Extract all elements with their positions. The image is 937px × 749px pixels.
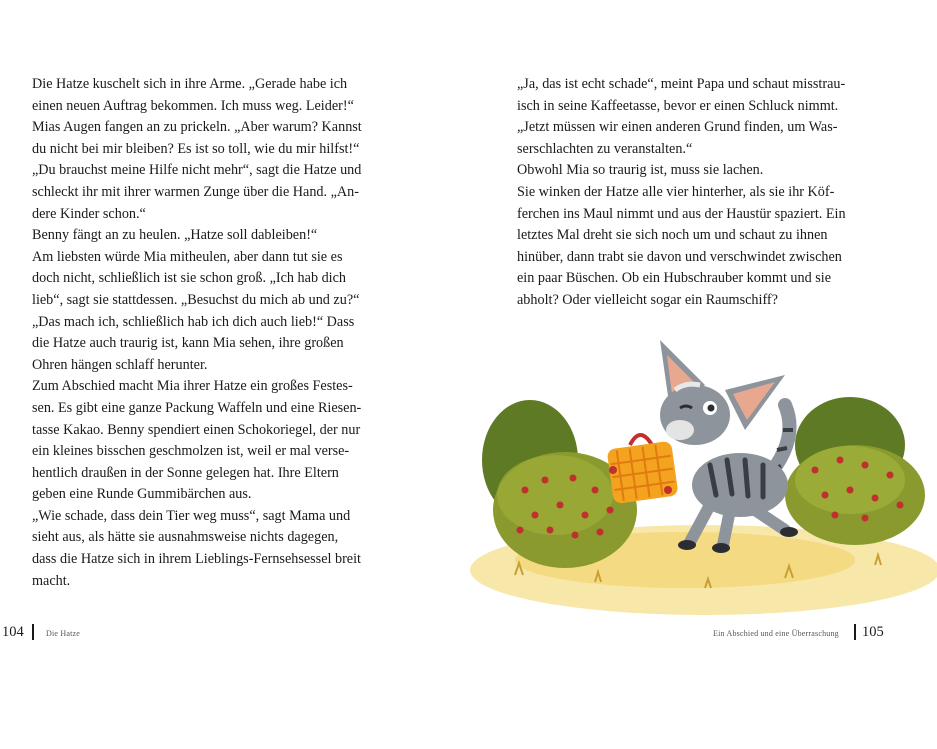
text-line: Die Hatze kuschelt sich in ihre Arme. „Gerade habe ich bbox=[32, 76, 348, 92]
text-line: die Hatze auch traurig ist, kann Mia sehen, ihre großen bbox=[32, 335, 344, 352]
page-number-right: 105 bbox=[862, 624, 884, 640]
left-page-text bbox=[32, 74, 370, 592]
text-line: sieht aus, als hätte sie ausnahmsweise nichts dagegen, bbox=[32, 529, 339, 546]
text-line: „Jetzt müssen wir einen anderen Grund finden, um Was- bbox=[517, 119, 838, 136]
text-line: macht. bbox=[32, 572, 71, 589]
text-line: ferchen ins Maul nimmt und aus der Haustür spaziert. Ein bbox=[517, 205, 846, 222]
text-line: „Wie schade, dass dein Tier weg muss“, sagt Mama und bbox=[32, 507, 351, 524]
text-line: geben eine Runde Gummibärchen aus. bbox=[32, 486, 252, 503]
text-line: Mias Augen fangen an zu prickeln. „Aber warum? Kannst bbox=[32, 119, 362, 136]
text-line: hentlich draußen in der Sonne gelegen hat. Ihre Eltern bbox=[32, 464, 339, 481]
text-line: serschlachten zu veranstalten.“ bbox=[517, 140, 693, 157]
text-line: Zum Abschied macht Mia ihrer Hatze ein großes Festes- bbox=[32, 378, 353, 395]
folio-divider-right bbox=[854, 624, 856, 640]
text-line: hinüber, dann trabt sie davon und verschwindet zwischen bbox=[517, 248, 842, 265]
folio-divider-left bbox=[32, 624, 34, 640]
text-line: „Du brauchst meine Hilfe nicht mehr“, sagt die Hatze und bbox=[32, 162, 362, 179]
suitcase-handle bbox=[630, 435, 652, 445]
text-line: abholt? Oder vielleicht sogar ein Raumschiff? bbox=[517, 291, 778, 308]
running-head-left: Die Hatze bbox=[46, 629, 81, 638]
text-line: ein kleines bisschen geschmolzen ist, weil er mal verse- bbox=[32, 443, 350, 460]
text-line: isch in seine Kaffeetasse, bevor er einen Schluck nimmt. bbox=[517, 97, 839, 114]
cat-with-suitcase-illustration bbox=[455, 320, 937, 650]
text-line: du nicht bei mir bleiben? Es ist so toll, wie du mir hilfst!“ bbox=[32, 140, 360, 157]
text-line: Benny fängt an zu heulen. „Hatze soll dableiben!“ bbox=[32, 227, 318, 244]
text-line: „Das mach ich, schließlich hab ich dich auch lieb!“ Dass bbox=[32, 313, 355, 330]
text-line: Am liebsten würde Mia mitheulen, aber dann tut sie es bbox=[32, 248, 343, 265]
text-line: sen. Es gibt eine ganze Packung Waffeln und eine Riesen- bbox=[32, 399, 362, 416]
text-line: tasse Kakao. Benny spendiert einen Schokoriegel, der nur bbox=[32, 421, 361, 438]
text-line: „Ja, das ist echt schade“, meint Papa und schaut misstrau- bbox=[517, 76, 846, 92]
text-line: Ohren hängen schlaff herunter. bbox=[32, 356, 208, 373]
text-line: einen neuen Auftrag bekommen. Ich muss weg. Leider!“ bbox=[32, 97, 354, 114]
text-line: dere Kinder schon.“ bbox=[32, 205, 146, 222]
page-number-left: 104 bbox=[2, 624, 24, 640]
text-line: Obwohl Mia so traurig ist, muss sie lachen. bbox=[517, 162, 764, 179]
right-page-text bbox=[517, 74, 857, 312]
text-line: ein paar Büschen. Ob ein Hubschrauber kommt und sie bbox=[517, 270, 832, 287]
text-line: letztes Mal dreht sie sich noch um und schaut zu ihnen bbox=[517, 227, 828, 244]
text-line: dass die Hatze sich in ihrem Lieblings-Fernsehsessel breit bbox=[32, 551, 361, 568]
running-head-right: Ein Abschied und eine Überraschung bbox=[713, 629, 839, 638]
text-line: schleckt ihr mit ihrer warmen Zunge über die Hand. „An- bbox=[32, 183, 359, 200]
text-line: Sie winken der Hatze alle vier hinterher, als sie ihr Köf- bbox=[517, 183, 835, 200]
text-line: doch nicht, schließlich ist sie schon groß. „Ich hab dich bbox=[32, 270, 347, 287]
text-line: lieb“, sagt sie stattdessen. „Besuchst du mich ab und zu?“ bbox=[32, 291, 360, 308]
